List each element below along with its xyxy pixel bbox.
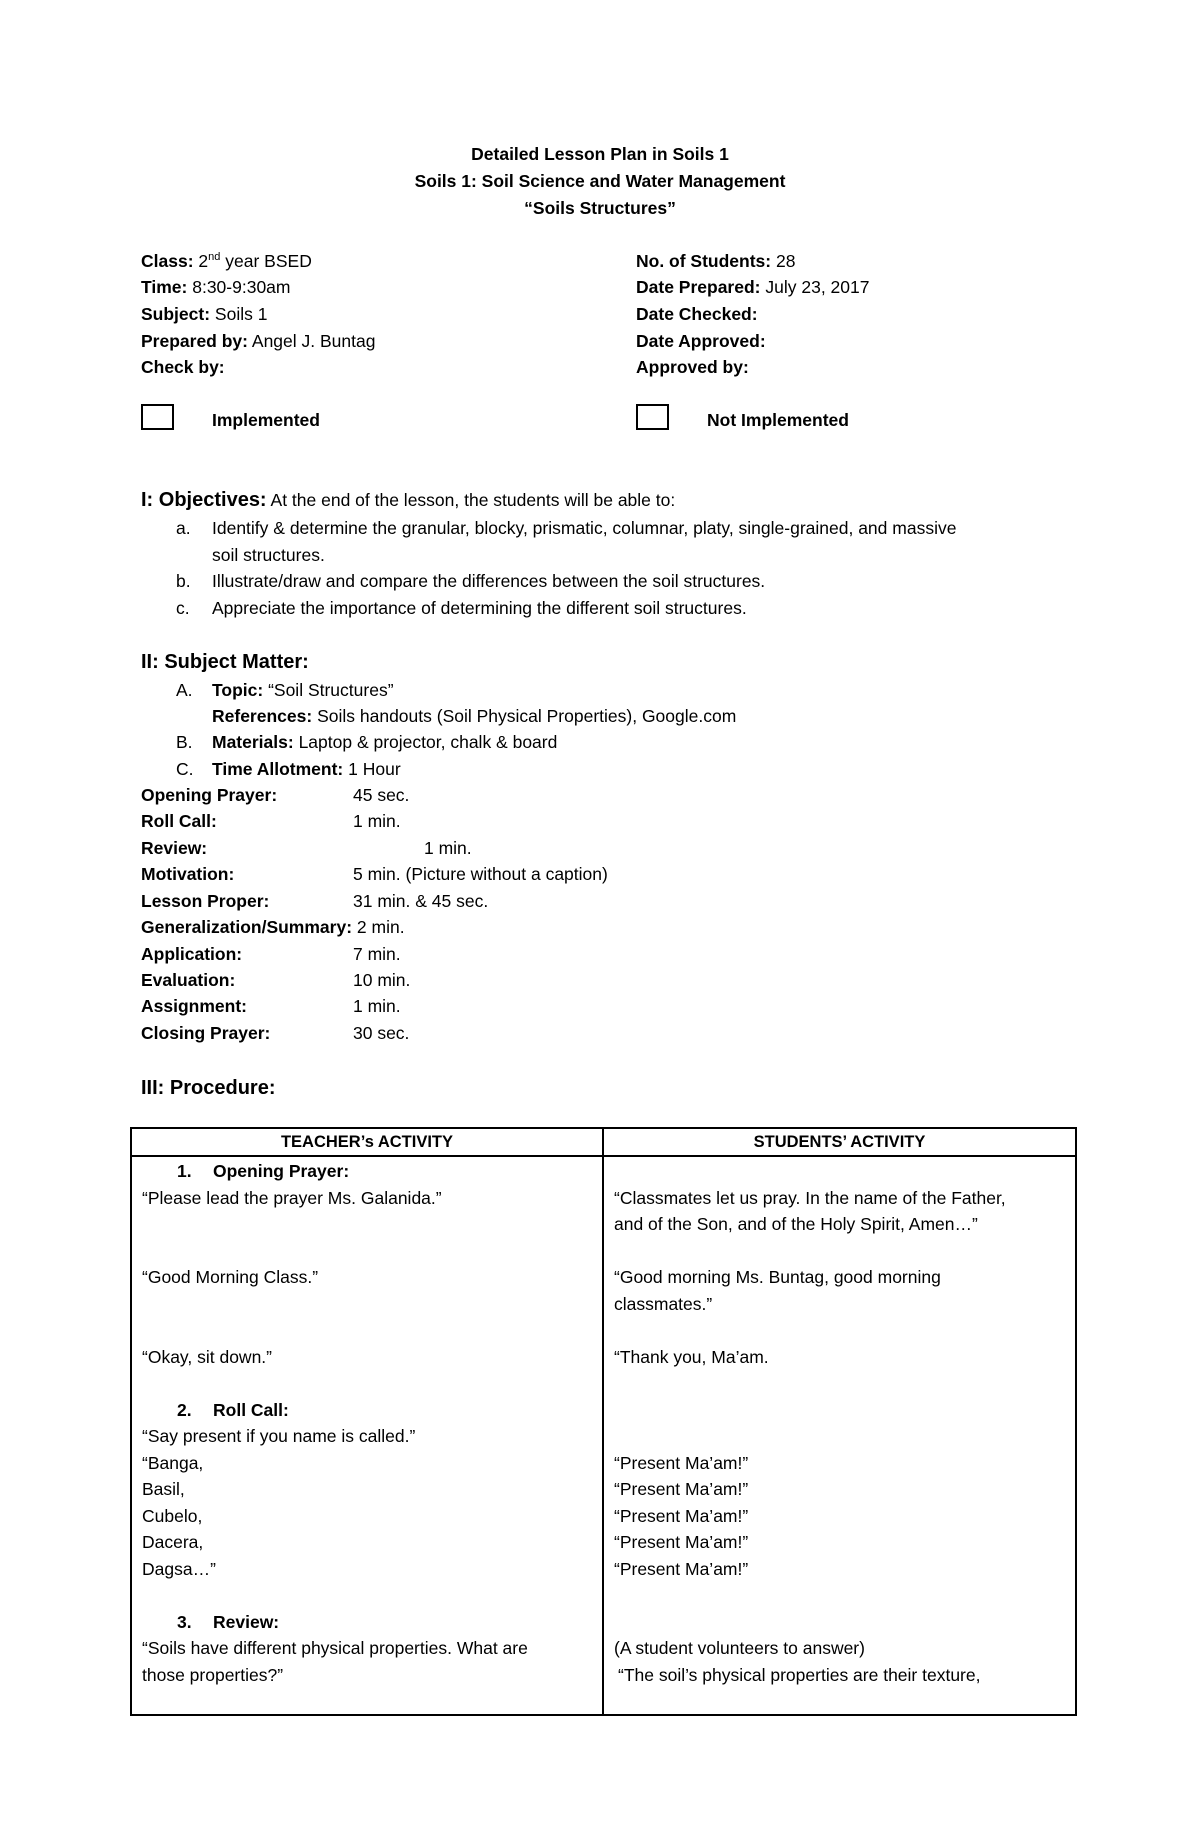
step-number: 3.	[177, 1612, 192, 1632]
schedule-label: Motivation:	[141, 864, 235, 884]
procedure-heading: III: Procedure:	[141, 1077, 276, 1099]
objective-marker: a.	[176, 518, 191, 538]
step-number: 2.	[177, 1400, 192, 1420]
time-row	[141, 277, 291, 298]
approved-label: Approved by:	[636, 357, 749, 377]
time-allotment-value: 1 Hour	[348, 759, 401, 779]
schedule-value: 1 min.	[424, 838, 472, 858]
references-label: References:	[212, 706, 313, 726]
schedule-label: Application:	[141, 944, 243, 964]
implemented-checkbox[interactable]	[141, 404, 174, 430]
schedule-value: 1 min.	[353, 996, 401, 1016]
date-prepared-row	[636, 277, 869, 298]
time-allotment-row	[212, 759, 401, 780]
procedure-table	[130, 1127, 1077, 1716]
schedule-value: 1 min.	[353, 811, 401, 831]
prepared-label: Prepared by:	[141, 331, 248, 351]
schedule-value: 2 min.	[356, 917, 405, 937]
class-value-pre: 2	[198, 251, 209, 271]
step-number: 1.	[177, 1161, 192, 1181]
teacher-activity-header: TEACHER’s ACTIVITY	[131, 1128, 603, 1156]
students-value: 28	[776, 251, 796, 271]
objective-text: soil structures.	[212, 545, 325, 565]
topic-row	[212, 680, 394, 701]
time-allotment-marker: C.	[176, 759, 194, 779]
class-value-sup: nd	[208, 251, 221, 264]
student-line: “Good morning Ms. Buntag, good morning	[614, 1267, 941, 1287]
students-activity-header: STUDENTS’ ACTIVITY	[603, 1128, 1076, 1156]
subject-label: Subject:	[141, 304, 211, 324]
schedule-label: Closing Prayer:	[141, 1023, 271, 1043]
schedule-label: Review:	[141, 838, 208, 858]
teacher-line: “Good Morning Class.”	[142, 1267, 319, 1287]
schedule-label: Evaluation:	[141, 970, 236, 990]
student-line: “The soil’s physical properties are their texture,	[618, 1665, 981, 1685]
schedule-label: Assignment:	[141, 996, 247, 1016]
schedule-label: Generalization/Summary:	[141, 917, 353, 937]
time-label: Time:	[141, 277, 188, 297]
objective-text: Illustrate/draw and compare the differences between the soil structures.	[212, 571, 766, 591]
subject-row	[141, 304, 267, 325]
roll-name: “Banga,	[142, 1453, 204, 1473]
student-line: and of the Son, and of the Holy Spirit, Amen…”	[614, 1214, 978, 1234]
subject-value: Soils 1	[214, 304, 268, 324]
prepared-row	[141, 331, 375, 352]
implemented-label: Implemented	[212, 410, 320, 430]
present-response: “Present Ma’am!”	[614, 1479, 749, 1499]
date-approved-label: Date Approved:	[636, 331, 766, 351]
present-response: “Present Ma’am!”	[614, 1453, 749, 1473]
objectives-row	[141, 489, 675, 512]
date-checked-label: Date Checked:	[636, 304, 758, 324]
topic-marker: A.	[176, 680, 193, 700]
students-row	[636, 251, 795, 272]
materials-value: Laptop & projector, chalk & board	[298, 732, 558, 752]
date-prepared-label: Date Prepared:	[636, 277, 761, 297]
schedule-value: 10 min.	[353, 970, 411, 990]
objective-marker: c.	[176, 598, 190, 618]
roll-name: Basil,	[142, 1479, 185, 1499]
procedure-header-row	[131, 1128, 1076, 1156]
schedule-value: 5 min. (Picture without a caption)	[353, 864, 608, 884]
class-label: Class:	[141, 251, 194, 271]
teacher-line: “Say present if you name is called.”	[142, 1426, 416, 1446]
materials-marker: B.	[176, 732, 193, 752]
not-implemented-checkbox[interactable]	[636, 404, 669, 430]
teacher-activity-cell	[131, 1156, 603, 1715]
materials-row	[212, 732, 557, 753]
schedule-value: 7 min.	[353, 944, 401, 964]
student-line: classmates.”	[614, 1294, 713, 1314]
time-value: 8:30-9:30am	[192, 277, 291, 297]
students-label: No. of Students:	[636, 251, 772, 271]
present-response: “Present Ma’am!”	[614, 1506, 749, 1526]
schedule-label: Lesson Proper:	[141, 891, 270, 911]
objectives-intro: At the end of the lesson, the students will be able to:	[270, 490, 676, 510]
teacher-line: those properties?”	[142, 1665, 284, 1685]
doc-subtitle: Soils 1: Soil Science and Water Management	[414, 171, 786, 191]
present-response: “Present Ma’am!”	[614, 1559, 749, 1579]
objective-marker: b.	[176, 571, 191, 591]
doc-title: Detailed Lesson Plan in Soils 1	[471, 144, 729, 164]
materials-label: Materials:	[212, 732, 294, 752]
step-title: Review:	[213, 1612, 280, 1632]
students-activity-cell	[603, 1156, 1076, 1715]
step-title: Opening Prayer:	[213, 1161, 350, 1181]
references-row	[212, 706, 736, 727]
schedule-label: Roll Call:	[141, 811, 217, 831]
schedule-label: Opening Prayer:	[141, 785, 278, 805]
class-value-post: year BSED	[225, 251, 312, 271]
roll-name: Dagsa…”	[142, 1559, 216, 1579]
topic-label: Topic:	[212, 680, 264, 700]
student-line: “Classmates let us pray. In the name of the Father,	[614, 1188, 1006, 1208]
not-implemented-label: Not Implemented	[707, 410, 849, 430]
procedure-body-row	[131, 1156, 1076, 1715]
references-value: Soils handouts (Soil Physical Properties), Google.com	[317, 706, 737, 726]
objective-text: Identify & determine the granular, blocky, prismatic, columnar, platy, single-grained, and massive	[212, 518, 957, 538]
objective-text: Appreciate the importance of determining the different soil structures.	[212, 598, 747, 618]
doc-topic: “Soils Structures”	[524, 198, 676, 218]
present-response: “Present Ma’am!”	[614, 1532, 749, 1552]
date-prepared-value: July 23, 2017	[765, 277, 870, 297]
schedule-row-generalization	[141, 917, 405, 938]
topic-value: “Soil Structures”	[268, 680, 394, 700]
subject-matter-heading: II: Subject Matter:	[141, 651, 309, 673]
roll-name: Cubelo,	[142, 1506, 203, 1526]
roll-name: Dacera,	[142, 1532, 204, 1552]
schedule-value: 30 sec.	[353, 1023, 410, 1043]
step-title: Roll Call:	[213, 1400, 289, 1420]
objectives-heading: I: Objectives:	[141, 489, 267, 511]
teacher-line: “Please lead the prayer Ms. Galanida.”	[142, 1188, 442, 1208]
teacher-line: “Okay, sit down.”	[142, 1347, 272, 1367]
teacher-line: “Soils have different physical properties. What are	[142, 1638, 528, 1658]
student-line: (A student volunteers to answer)	[614, 1638, 865, 1658]
time-allotment-label: Time Allotment:	[212, 759, 344, 779]
schedule-value: 31 min. & 45 sec.	[353, 891, 489, 911]
prepared-value: Angel J. Buntag	[251, 331, 376, 351]
student-line: “Thank you, Ma’am.	[614, 1347, 769, 1367]
check-label: Check by:	[141, 357, 225, 377]
schedule-value: 45 sec.	[353, 785, 410, 805]
class-row	[141, 251, 312, 272]
